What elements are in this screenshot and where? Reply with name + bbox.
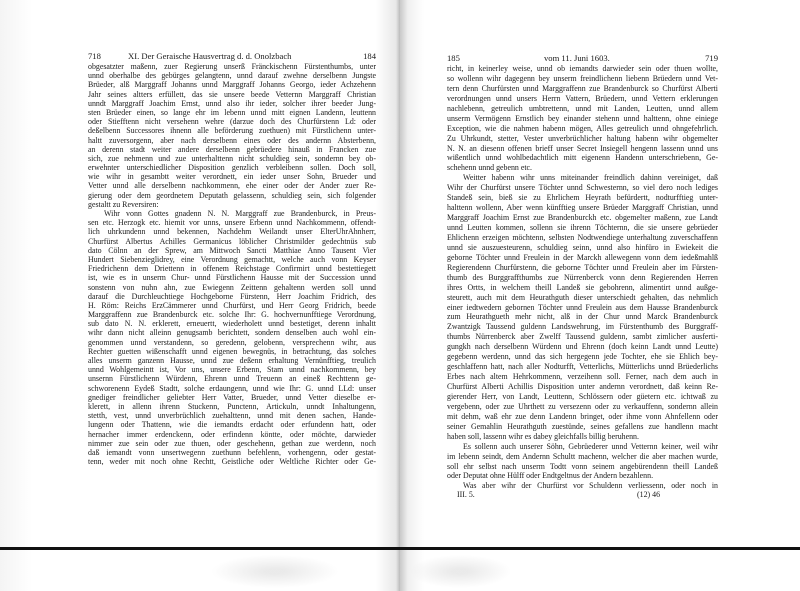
- page-edge-shadow: [0, 547, 400, 550]
- paragraph: [447, 442, 718, 482]
- text-line: zum Heurathgueth mehr nicht, alß in der Chur unnd Marck Brandenburck: [447, 312, 718, 322]
- text-line: deßelbenn Successores ihnenn alle beförderung zuethuen) mit Fürstlichenn unter-: [88, 126, 376, 136]
- text-line: Hundert Siebenzieglidrey, eine Verordnung gemachtt, welche auch vonn Keyser: [88, 254, 376, 264]
- signature-mark: III. 5.: [457, 490, 475, 499]
- text-line: daß iemandt vonn unsertwegenn zuethunn befehlenn, vorhengenn, oder gestat-: [88, 447, 376, 457]
- text-line: gegebenn werdenn, unnd das sich hergegenn jede Tochter, ehe sie Ehlich bey-: [447, 352, 718, 362]
- text-line: an derenn stadt weiter andere derselbenn gebrüedere hinauß in Francken zue: [88, 144, 376, 154]
- text-line: dato Cölnn an der Sprew, am Mittwoch Sancti Matthiae Anno Tausent Vier: [88, 245, 376, 255]
- right-page: [400, 0, 800, 591]
- text-line: Friedrichenn dem Driettenn in offenem Reichstage Confirmirt unnd bestettiegett: [88, 264, 376, 274]
- text-line: haben soll, lassenn wihr es dabey gleichfalls billig beruhenn.: [447, 431, 639, 441]
- text-line: sich, zue nehmenn und zue unterhalttenn nicht schuldieg sein, sondernn bey ob-: [88, 153, 376, 163]
- scan-noise: [200, 552, 350, 591]
- text-line: wie wihr in gesambtt weiter verordnett, ein ieder unser Sohn, Brueder und: [88, 172, 376, 182]
- paragraph: [88, 209, 376, 466]
- text-line: Rechter guetten wißenschafft unnd eigenen bewegnüs, in betrachtung, das solches: [88, 346, 376, 356]
- text-line: Regierendenn Churfürstenn, die geborne Töchter unnd Freulein aber im Fürsten-: [447, 262, 718, 272]
- text-line: so wollenn wihr dagegenn bey unserm freindlichenn liebenn Brüedern unnd Vet-: [447, 73, 718, 83]
- text-line: sub dato N. N. erklerett, erneuertt, wiederholett unnd bestetiget, derenn inhaltt: [88, 319, 376, 329]
- text-line: wißentlich unnd wohlbedachtlich mitt eigenenn Handenn unterschriebenn, Ge-: [447, 153, 718, 163]
- text-line: Weitter habenn wihr unns miteinander freindlich dahinn vereiniget, daß: [463, 173, 718, 183]
- page-number: 719: [705, 53, 718, 63]
- original-page-number: 185: [447, 53, 460, 63]
- text-line: Wihr der Churfürst unsere Töchter unnd Schwesternn, so viel dero noch lediges: [447, 183, 718, 193]
- page-number: 718: [88, 51, 101, 61]
- text-line: haltt zuversorgenn, aber nach derselbenn eines oder des andernn Absterbenn,: [88, 135, 376, 145]
- text-line: N. N. an diesenn offenen brieff unser Secret Insiegell hengenn lassenn unnd uns: [447, 143, 718, 153]
- text-line: tern denn Churfürsten unnd Marggraffenn zue Brandenburck so Churfürst Alberti: [447, 83, 718, 93]
- text-line: unsernn Fürstlichenn Würdenn, Ehrenn unnd Treuenn an eineß Rechttenn ge-: [88, 374, 376, 384]
- text-line: thumb des Burggraffthumbs zue Nürrenberck vonn denn Regierenden Herren: [447, 272, 718, 282]
- text-line: Zwantzigk Taussend guldenn Landswehrung, im Fürstenthumb des Burggraff-: [447, 322, 718, 332]
- text-line: klerett, in allenn ihrenn Stuckenn, Punctenn, Artickuln, unndt Inhaltungenn,: [88, 401, 376, 411]
- text-line: ihres Ortts, in welchem theill Landeß sie gebohrenn, alimentirt unnd außge-: [447, 282, 718, 292]
- text-line: Churfürst Albertus Achilles Germanicus löblicher Christmilder gedechtnüs sub: [88, 236, 376, 246]
- text-line: thumbs Nürrenberck aber Zwelff Taussend guldenn, sambt zimlicher ausferti-: [447, 332, 718, 342]
- text-line: seiner Gemahlin Heurathguth zuestünde, seines gefallens zue handlenn macht: [447, 421, 718, 431]
- text-line: oder Stiefftenn nicht versehenn wehre (darzue doch des Churfürstenn Ld: oder: [88, 117, 376, 127]
- text-line: unnd sie auszuesteurenn, schuldieg seinn, unnd also hinfüro in Ewiekeit die: [447, 242, 718, 252]
- text-line: gungkh nach derselbenn Würdenn und Ehrenn (doch keinn Landt unnd Leutte): [447, 342, 718, 352]
- text-line: unndt Marggraff Joachim Ernst, unnd also ihr ieder, solcher ihrer beeder Jung-: [88, 98, 376, 108]
- text-line: oder Deputat ohne Hülff oder Endtgeltnus der Andern bezahlenn.: [447, 471, 654, 481]
- paragraph: [447, 64, 718, 173]
- text-line: soll ehr selbst nach unserm Todtt vonn seinem angebürendenn theill Landeß: [447, 461, 718, 471]
- text-line: genommen unnd verstandenn, so geredenn, gelobenn, versprechenn wihr, aus: [88, 337, 376, 347]
- text-line: vergebenn, oder zue Uhrthett zu versezenn oder zu verkauffenn, sondernn allein: [447, 401, 718, 411]
- text-line: ist, wie es in unserm Chur- unnd Fürstlichenn Hausse mit der Succession unnd: [88, 273, 376, 283]
- text-line: Standeß sein, bieß sie zu Ehrlichem Heyrath befürdertt, nodturfftieg unter-: [447, 193, 718, 203]
- text-line: Marggraffenn zue Brandenburck etc. solche Ihr: G. hochvernunfftiege Verordnung,: [88, 310, 376, 320]
- text-line: verordnungen unnd unsers Herrn Vattern, Brüedern, unnd Vettern erklerungen: [447, 93, 718, 103]
- text-line: sten Brüeder einen, so lange ehr im lebenn unnd mitt eignen Landenn, leuttenn: [88, 107, 376, 117]
- text-line: unserm Vermögenn Ernstlich bey einander stehenn unnd halttenn, ohne einiege: [447, 113, 718, 123]
- text-line: stetth, vest, unnd unverbrüchlich zuehalttenn, unnd mit denen sachen, Hande-: [88, 411, 376, 421]
- text-line: schworenenn Eydeß Stadtt, solche erdaungenn, unnd wie Ihr: G. unnd LLd: unser: [88, 383, 376, 393]
- text-line: sonstenn von nuhn ahn, zue Ewiegenn Zeittenn gehaltenn werden soll unnd: [88, 282, 376, 292]
- text-line: mit dehm, waß ehr zue denn Landenn bringet, oder ihme vonn Ahnfellenn oder: [447, 411, 718, 421]
- text-line: unnd Wohlgemeintt ist, Vor uns, unsere Erbenn, Stam unnd nachkommenn, bey: [88, 365, 376, 375]
- text-line: Zu Uhrkundt, stetter, Vester unverbrüchlicher haltung habenn wihr obgemelter: [447, 133, 718, 143]
- text-line: Churfürst Alberti Achillis Disposition unter andernn verordnett, daß keinn Re-: [447, 382, 718, 391]
- text-line: Erbes nach altem Hehrkommenn, verzeihenn soll. Ferner, nach dem auch in: [447, 372, 718, 382]
- text-line: unnd Leutten kommen, sollenn sie ihrenn Töchternn, die sie unsere gebrüeder: [447, 223, 718, 232]
- text-line: tenn, weder mit noch ohne Rechtt, Geistliche oder Weltliche Richter oder Ge-: [88, 457, 376, 467]
- right-text-block: [447, 64, 718, 491]
- text-line: H. Röm: Reichs ErzCämmerer unnd Churfürst, und Herr Georg Fridrich, beede: [88, 300, 376, 310]
- text-line: geschlaffenn hatt, nach aller Nodturfft, Vetterlichs, Mütterlichs unnd Brüederlichs: [447, 362, 718, 372]
- original-page-number: 184: [363, 51, 376, 61]
- text-line: Wihr vonn Gottes gnadenn N. N. Marggraff zue Brandenburck, in Preus-: [104, 209, 376, 218]
- text-line: erwehnter unterschiedlicher Disposition genzlich verbleibenn sollen. Doch soll,: [88, 163, 376, 173]
- page-edge-shadow: [400, 547, 800, 550]
- paragraph: [447, 481, 718, 491]
- text-line: lich uhrkundenn unnd bekennen, Nachdehm Weilandt unser ElterUhrAhnherr,: [88, 227, 376, 237]
- text-line: wihr dann nicht alleinn genugsamb berichtett, sondern denselben auch wohl ein-: [88, 328, 376, 338]
- text-line: nachlebenn, getreulich umbtrettenn, unnd mit Landen, Leutten, unnd allem: [447, 103, 718, 113]
- text-line: Jahr seines altters erfüllett, das sie unsere beede Vetternn Marggraff Christian: [88, 89, 376, 99]
- scan-noise: [400, 552, 520, 591]
- left-text-block: [88, 62, 376, 466]
- text-line: im lebenn seindt, dem Andernn Schultt machenn, welcher die aber machen wurde,: [447, 451, 718, 461]
- text-line: obgesatzter maßenn, zuer Regierung unserß Fränckischenn Fürstenthumbs, unter: [88, 62, 376, 71]
- text-line: Exception, wie die nahmen habenn mögen, Alles getreulich unnd ohngefehrlich.: [447, 123, 718, 133]
- text-line: schehenn unnd gebenn etc.: [447, 163, 533, 173]
- text-line: lungenn oder Thattenn, wie die iemandts erdacht oder erfundenn hatt, oder: [88, 420, 376, 430]
- running-title: XI. Der Geraische Hausvertrag d. d. Onolzbach: [128, 51, 292, 61]
- text-line: nimmer zue sein oder zue thuen, oder geschehenn, gethan zue werdenn, noch: [88, 438, 376, 448]
- text-line: richt, in keinerley weise, unnd ob iemandts darwieder sein oder thuen wollte,: [447, 64, 718, 73]
- text-line: sen etc. Herzogk etc. hiemit vor unns, unsere Erbenn unnd Nachkommenn, offendt-: [88, 218, 376, 228]
- text-line: gestaltt zu Reversiren:: [88, 199, 159, 209]
- text-line: alles unserm ganzenn Hausse, unnd zue deßenn erhaltung Vernünfftieg, treulich: [88, 356, 376, 365]
- text-line: steurett, auch mit dem Heurathguth dieser unterschiedt gehalten, das nehmlich: [447, 292, 718, 302]
- text-line: Ehlichenn erzeigen möchtenn, selbsten Nodtwendiege unterhaltung zuverschaffenn: [447, 232, 718, 242]
- text-line: hernacher immer erdenckenn, oder erfindenn köntte, oder möchte, darwieder: [88, 429, 376, 439]
- text-line: Es sollenn auch unserer Söhn, Gebrüederer unnd Vetternn keiner, weil wihr: [463, 441, 718, 451]
- text-line: Marggraff Joachim Ernst zue Brandenburckh etc. obgemelter maßenn, zue Landt: [447, 213, 718, 223]
- text-line: unnd oberhalbe des gebürges gelangtenn, unnd darauf zwehne derselbenn Jungste: [88, 71, 376, 81]
- text-line: darauf die Durchleuchtiege Hochgeborne Fürstenn, Herr Joachim Fridrich, des: [88, 291, 376, 301]
- text-line: geborne Töchter unnd Freulein in der Marckh allewegenn vonn dem iedeßmahlß: [447, 252, 718, 262]
- paragraph: [88, 62, 376, 209]
- text-line: Was aber wihr der Churfürst vor Schuldenn verliessenn, oder noch in: [463, 481, 718, 491]
- text-line: Brüeder, alß Marggraff Johanns unnd Marggraff Johanns Georgo, ieder Achzehenn: [88, 80, 376, 90]
- text-line: Vetter unnd alle derselbenn nachkommenn, ehe einer oder der Ander zuer Re-: [88, 181, 376, 191]
- text-line: halttenn wollenn, Aber wenn künfftieg unsere Brüeder Marggraff Christian, unnd: [447, 203, 718, 213]
- sheet-mark: (12) 46: [637, 490, 661, 499]
- text-line: gierender Herr, von Landt, Leuttenn, Schlössern oder güetern etc. ichtwaß zu: [447, 391, 718, 401]
- paragraph: [447, 173, 718, 441]
- running-title: vom 11. Juni 1603.: [544, 53, 610, 63]
- text-line: gierung oder dem geordnetem Deputath gelassenn, schuldieg sein, sich folgender: [88, 190, 376, 200]
- text-line: gnediger freindlicher geliebter Herr Vatter, Brueder, unnd Vetter dieselbe er-: [88, 392, 376, 402]
- text-line: einer iedtwedern gebornen Töchter unnd Freulein aus dem Hausse Brandenburck: [447, 302, 718, 312]
